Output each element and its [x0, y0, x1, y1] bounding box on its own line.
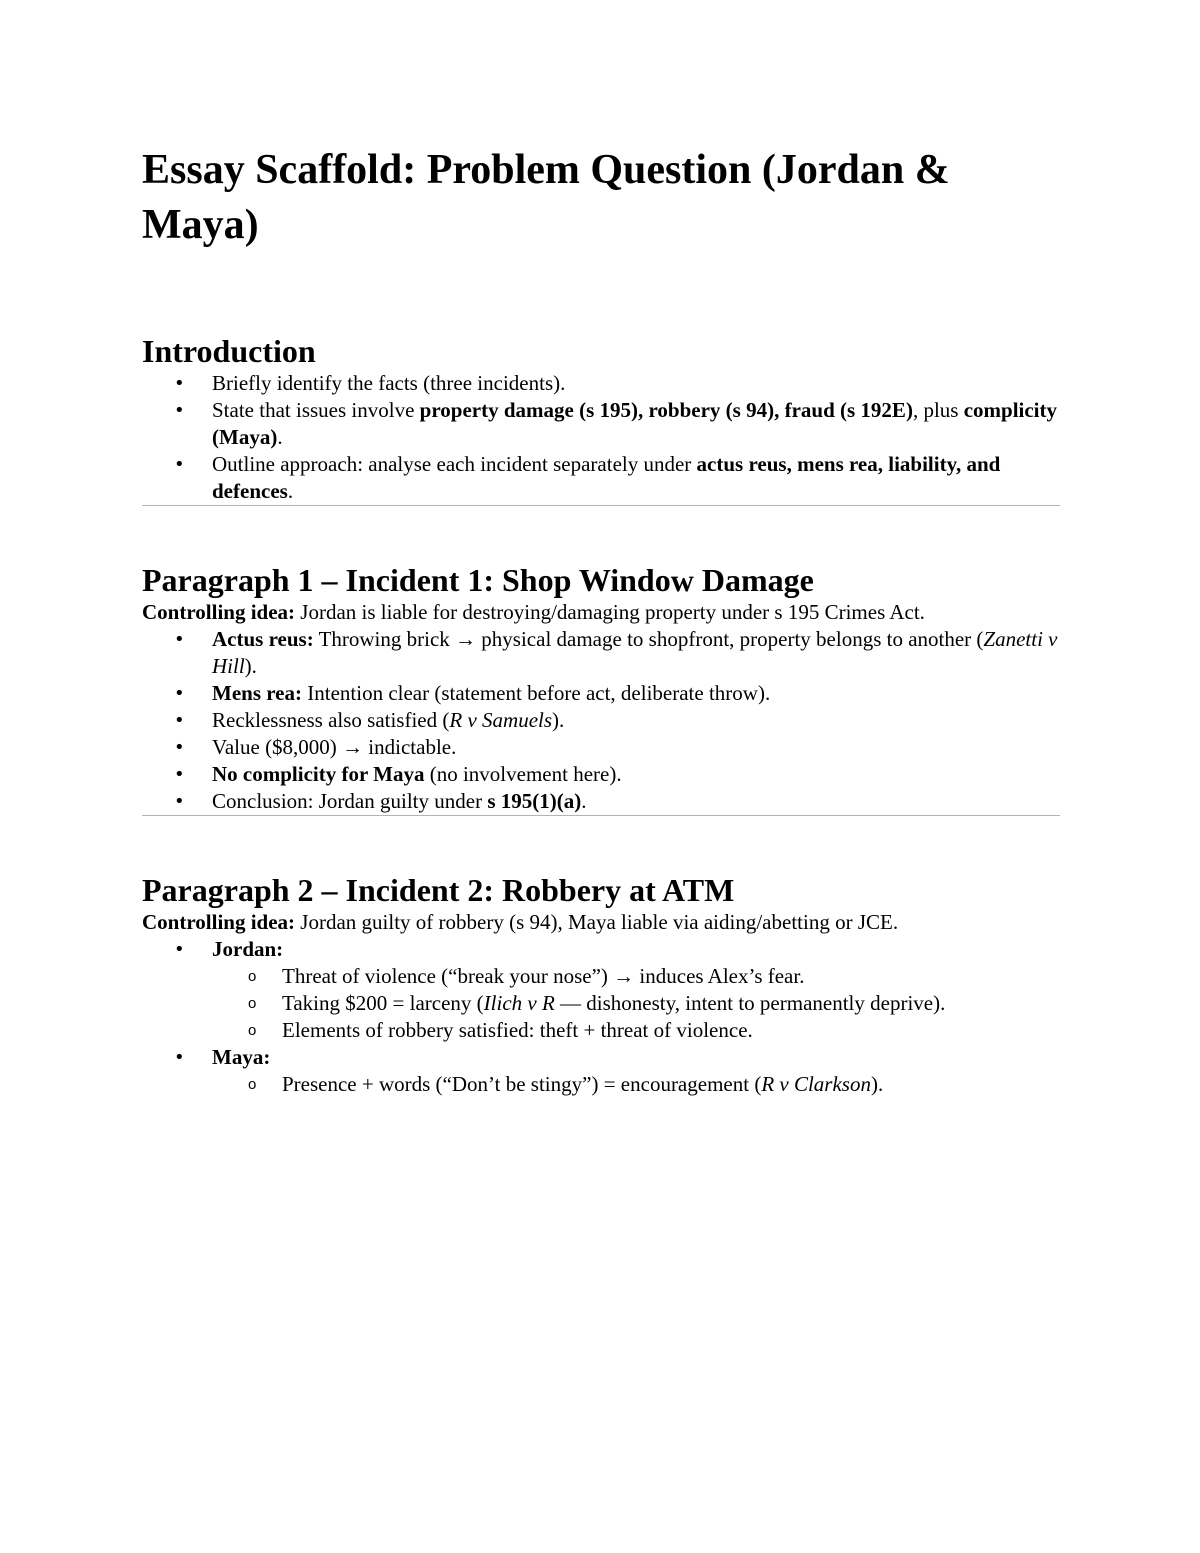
- text-run: State that issues involve: [212, 398, 420, 422]
- case-name: Zanetti v Hill: [212, 627, 1058, 678]
- bold-text: Mens rea:: [212, 681, 302, 705]
- list-item: [142, 761, 1060, 788]
- bold-text: actus reus, mens rea, liability, and defences: [212, 452, 1001, 503]
- text-run: (no involvement here).: [424, 762, 622, 786]
- list-item: [142, 936, 1060, 1044]
- text-run: .: [277, 425, 283, 449]
- text-run: ).: [244, 654, 257, 678]
- list-item: [142, 707, 1060, 734]
- bold-text: Jordan:: [212, 937, 284, 961]
- text-run: Taking $200 = larceny (: [282, 991, 484, 1015]
- text-run: Threat of violence (“break your nose”) → induces Alex’s fear.: [282, 964, 805, 988]
- text-run: Intention clear (statement before act, deliberate throw).: [302, 681, 771, 705]
- section-divider: [142, 505, 1060, 506]
- sub-list-item: [212, 990, 1060, 1017]
- section-divider: [142, 815, 1060, 816]
- bold-text: s 195(1)(a): [487, 789, 582, 813]
- introduction-heading: Introduction: [142, 333, 316, 369]
- sub-list: [212, 963, 1060, 1044]
- text-run: — dishonesty, intent to permanently deprive).: [554, 991, 946, 1015]
- bold-text: No complicity for Maya: [212, 762, 425, 786]
- sub-list-item: [212, 1017, 1060, 1044]
- document-page: [142, 0, 1060, 1098]
- paragraph1-heading: Paragraph 1 – Incident 1: Shop Window Damage: [142, 562, 814, 598]
- text-run: .: [581, 789, 587, 813]
- sub-list: [212, 1071, 1060, 1098]
- text-run: Briefly identify the facts (three incidents).: [212, 371, 566, 395]
- case-name: R v Clarkson: [761, 1072, 871, 1096]
- text-run: Outline approach: analyse each incident separately under: [212, 452, 697, 476]
- bold-text: Actus reus:: [212, 627, 314, 651]
- list-item: [142, 788, 1060, 815]
- list-item: [142, 1044, 1060, 1098]
- text-run: Throwing brick → physical damage to shopfront, property belongs to another (: [313, 627, 984, 651]
- text-run: , plus: [912, 398, 964, 422]
- list-item: [142, 397, 1060, 451]
- case-name: R v Samuels: [449, 708, 553, 732]
- controlling-idea-text: Jordan guilty of robbery (s 94), Maya liable via aiding/abetting or JCE.: [295, 910, 899, 934]
- bold-text: property damage (s 195), robbery (s 94), fraud (s 192E): [419, 398, 913, 422]
- list-item: [142, 680, 1060, 707]
- paragraph2-heading: Paragraph 2 – Incident 2: Robbery at ATM: [142, 872, 735, 908]
- text-run: Value ($8,000) → indictable.: [212, 735, 457, 759]
- text-run: ).: [870, 1072, 884, 1096]
- text-run: Conclusion: Jordan guilty under: [212, 789, 488, 813]
- controlling-idea-text: Jordan is liable for destroying/damaging property under s 195 Crimes Act.: [295, 600, 925, 624]
- controlling-idea-label: Controlling idea:: [142, 600, 296, 624]
- paragraph1-controlling-idea: [142, 599, 1060, 626]
- list-item: [142, 734, 1060, 761]
- text-run: Elements of robbery satisfied: theft + threat of violence.: [282, 1018, 753, 1042]
- list-item: [142, 451, 1060, 505]
- text-run: Recklessness also satisfied (: [212, 708, 450, 732]
- text-run: Presence + words (“Don’t be stingy”) = encouragement (: [282, 1072, 762, 1096]
- list-item: [142, 626, 1060, 680]
- bold-text: Maya:: [212, 1045, 271, 1069]
- text-run: .: [287, 479, 294, 503]
- list-item: [142, 370, 1060, 397]
- bold-text: complicity (Maya): [212, 398, 1058, 449]
- paragraph1-list: [142, 626, 1060, 815]
- text-run: ).: [552, 708, 565, 732]
- case-name: Ilich v R: [483, 991, 555, 1015]
- paragraph2-list: [142, 936, 1060, 1098]
- sub-list-item: [212, 1071, 1060, 1098]
- sub-list-item: [212, 963, 1060, 990]
- controlling-idea-label: Controlling idea:: [142, 910, 296, 934]
- document-title: Essay Scaffold: Problem Question (Jordan & Maya): [142, 147, 950, 248]
- paragraph2-controlling-idea: [142, 909, 1060, 936]
- introduction-list: [142, 370, 1060, 505]
